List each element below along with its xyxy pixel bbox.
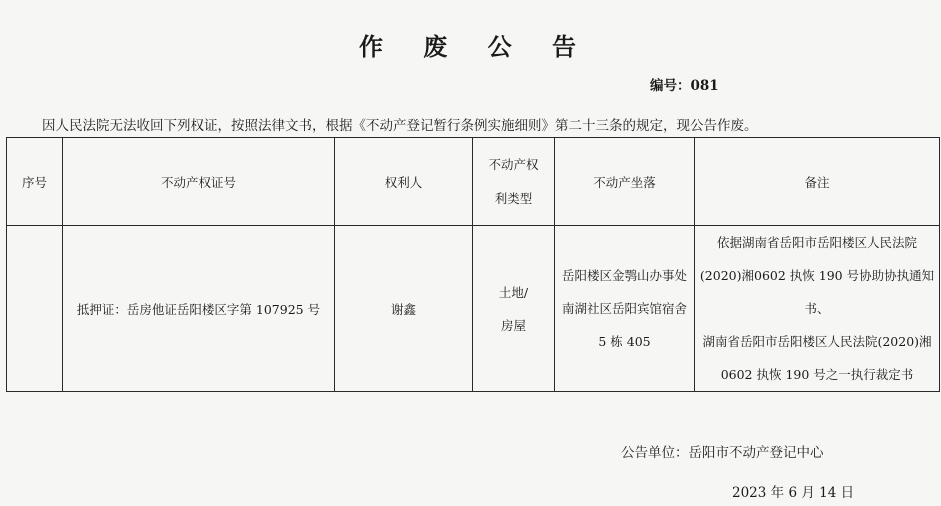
notice-intro-paragraph: 因人民法院无法收回下列权证，按照法律文书，根据《不动产登记暂行条例实施细则》第二十三条的规定，现公告作废。 [42,118,758,134]
cell-remarks-line1: 依据湖南省岳阳市岳阳楼区人民法院 [716,235,917,250]
header-seq: 序号 [7,138,63,226]
cell-location [555,226,695,392]
cell-holder: 谢鑫 [335,226,473,392]
table-row [7,226,940,392]
table-header-row [7,138,940,226]
cell-location-line1: 岳阳楼区金鹗山办事处 [561,268,687,283]
header-remarks: 备注 [695,138,940,226]
notice-title: 作 废 公 告 [358,32,593,61]
issuer-signature: 公告单位：岳阳市不动产登记中心 [621,445,824,461]
header-holder: 权利人 [335,138,473,226]
header-right-type-line1: 不动产权 [488,156,539,172]
header-right-type [473,138,555,226]
header-location: 不动产坐落 [555,138,695,226]
cell-remarks-line4: 0602 执恢 190 号之一执行裁定书 [720,367,914,382]
cell-location-line3: 5 栋 405 [598,334,651,349]
cell-location-line2: 南湖社区岳阳宾馆宿舍 [561,301,687,316]
cell-remarks-line3: 湖南省岳阳市岳阳楼区人民法院(2020)湘 [702,334,932,349]
notice-date: 2023 年 6 月 14 日 [732,485,855,501]
cell-right-type-line1: 土地/ [498,284,529,300]
header-right-type-line2: 利类型 [494,190,533,206]
cell-remarks-line2: (2020)湘0602 执恢 190 号协助协执通知书、 [699,268,935,316]
cell-right-type-line2: 房屋 [500,317,526,333]
cell-right-type [473,226,555,392]
cell-remarks [695,226,940,392]
notice-serial-number: 编号：081 [650,78,719,94]
cell-cert-no: 抵押证：岳房他证岳阳楼区字第 107925 号 [63,226,335,392]
void-certificates-table [6,137,940,392]
header-cert-no: 不动产权证号 [63,138,335,226]
cell-seq [7,226,63,392]
